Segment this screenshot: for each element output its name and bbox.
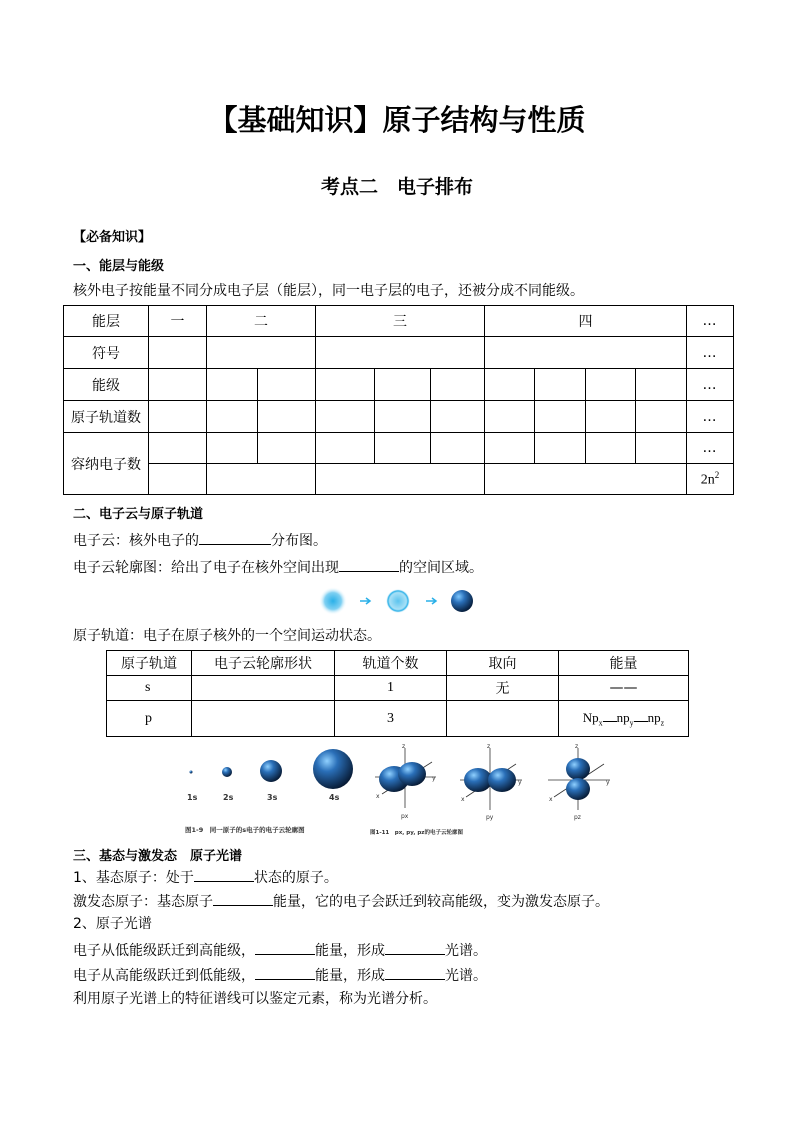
s-orientation: 无 xyxy=(447,676,559,701)
energy-level-table xyxy=(63,305,734,495)
label-1s: 1s xyxy=(187,793,198,802)
section-1-intro: 核外电子按能量不同分成电子层（能层），同一电子层的电子，还被分成不同能级。 xyxy=(73,283,584,299)
axis-x: x xyxy=(461,796,465,803)
row-label-symbol: 符号 xyxy=(64,337,149,369)
text-part: 能量，形成 xyxy=(315,943,385,959)
text-part: 1、基态原子：处于 xyxy=(73,870,194,886)
label-4s: 4s xyxy=(329,793,340,802)
contour-line xyxy=(73,557,483,577)
axis-x: x xyxy=(376,793,380,800)
formula-2n2 xyxy=(687,464,734,495)
row-label-capacity: 容纳电子数 xyxy=(64,433,149,495)
ellipsis-cell: … xyxy=(687,433,734,464)
blank-cell xyxy=(431,433,485,464)
row-label-orbitals: 原子轨道数 xyxy=(64,401,149,433)
spectrum-heading: 2、原子光谱 xyxy=(73,916,152,932)
ellipsis-cell: … xyxy=(687,401,734,433)
blank-cell xyxy=(316,401,375,433)
blank-cell xyxy=(207,464,316,495)
sphere-3s xyxy=(260,760,282,782)
answer-blank[interactable] xyxy=(603,711,617,722)
text-part: 状态的原子。 xyxy=(253,870,338,886)
s-count: 1 xyxy=(335,676,447,701)
answer-blank[interactable] xyxy=(199,530,271,545)
answer-blank[interactable] xyxy=(255,940,315,955)
contour-sphere xyxy=(451,590,473,612)
blank-cell xyxy=(431,369,485,401)
ellipsis-cell: … xyxy=(687,306,734,337)
section-1-heading: 一、能层与能级 xyxy=(73,259,165,274)
axis-y: y xyxy=(606,779,610,786)
blank-cell xyxy=(149,464,207,495)
text-part: 光谱。 xyxy=(445,968,487,984)
orbital-table xyxy=(106,650,689,737)
electron-cloud-line xyxy=(73,530,327,550)
caption-s-orbitals: 图1-9 同一原子的s电子的电子云轮廓图 xyxy=(185,826,305,834)
blank-cell xyxy=(207,401,258,433)
answer-blank[interactable] xyxy=(255,965,315,980)
answer-blank[interactable] xyxy=(385,940,445,955)
orbital-shapes-figure xyxy=(170,742,625,842)
blank-cell xyxy=(207,369,258,401)
blank-cell xyxy=(149,337,207,369)
blank-cell xyxy=(375,433,431,464)
blank-cell xyxy=(207,337,316,369)
header-orientation: 取向 xyxy=(447,651,559,676)
s-orbital-name: s xyxy=(107,676,192,701)
cloud-to-contour-figure xyxy=(318,586,478,616)
p-count: 3 xyxy=(335,701,447,737)
blank-cell xyxy=(375,401,431,433)
np-text: Np xyxy=(582,709,599,725)
axis-z: z xyxy=(487,743,491,750)
blank-cell xyxy=(431,401,485,433)
blank-cell xyxy=(485,401,535,433)
blank-cell xyxy=(485,337,687,369)
shell-1: 一 xyxy=(149,306,207,337)
section-3-heading: 三、基态与激发态 原子光谱 xyxy=(73,849,243,864)
blank-cell xyxy=(586,369,636,401)
page-subtitle: 考点二 电子排布 xyxy=(320,176,473,198)
blank-cell xyxy=(535,369,586,401)
np-text: np xyxy=(616,709,630,725)
blank-cell xyxy=(485,369,535,401)
blank-cell xyxy=(636,401,687,433)
blank-cell xyxy=(636,433,687,464)
header-energy: 能量 xyxy=(559,651,689,676)
electron-cloud-dots xyxy=(319,587,347,615)
blank-cell xyxy=(316,464,485,495)
axis-y: y xyxy=(432,775,436,782)
py-lobe-left xyxy=(464,768,492,792)
pz-lobe-bottom xyxy=(566,778,590,800)
blank-cell xyxy=(316,433,375,464)
emission-line xyxy=(73,965,487,985)
blank-cell xyxy=(586,433,636,464)
section-required-label: 【必备知识】 xyxy=(73,230,152,245)
blank-cell xyxy=(149,433,207,464)
blank-cell xyxy=(535,433,586,464)
header-orbital: 原子轨道 xyxy=(107,651,192,676)
axis-x: x xyxy=(549,796,553,803)
p-orientation-blank xyxy=(447,701,559,737)
text-part: 能量，它的电子会跃迁到较高能级，变为激发态原子。 xyxy=(273,894,609,910)
section-2-heading: 二、电子云与原子轨道 xyxy=(73,507,204,522)
blank-cell xyxy=(485,433,535,464)
p-orbital-name: p xyxy=(107,701,192,737)
blank-cell xyxy=(149,369,207,401)
blank-cell xyxy=(586,401,636,433)
text-part: 电子从高能级跃迁到低能级， xyxy=(73,968,255,984)
sphere-4s xyxy=(313,749,353,789)
py-lobe-right xyxy=(488,768,516,792)
s-energy: —— xyxy=(559,676,689,701)
row-label-shell: 能层 xyxy=(64,306,149,337)
page-title: 【基础知识】原子结构与性质 xyxy=(208,103,586,137)
label-pz: pz xyxy=(574,814,581,821)
blank-cell xyxy=(636,369,687,401)
label-3s: 3s xyxy=(267,793,278,802)
axis-z: z xyxy=(402,743,406,750)
label-py: py xyxy=(486,814,494,821)
blank-cell xyxy=(535,401,586,433)
shell-4: 四 xyxy=(485,306,687,337)
blank-cell xyxy=(375,369,431,401)
shell-3: 三 xyxy=(316,306,485,337)
blank-cell xyxy=(316,369,375,401)
shell-2: 二 xyxy=(207,306,316,337)
text-part: 电子从低能级跃迁到高能级， xyxy=(73,943,255,959)
blank-cell xyxy=(258,369,316,401)
electron-cloud-contour xyxy=(386,589,410,613)
answer-blank[interactable] xyxy=(339,557,399,572)
sub-z: z xyxy=(660,718,665,728)
answer-blank[interactable] xyxy=(213,891,273,906)
text-part: 分布图。 xyxy=(271,533,327,549)
answer-blank[interactable] xyxy=(385,965,445,980)
blank-cell xyxy=(207,433,258,464)
answer-blank[interactable] xyxy=(634,711,648,722)
np-text: np xyxy=(647,709,661,725)
ellipsis-cell: … xyxy=(687,337,734,369)
blank-cell xyxy=(258,433,316,464)
header-count: 轨道个数 xyxy=(335,651,447,676)
text-part: 的空间区域。 xyxy=(399,560,483,576)
formula-exp: 2 xyxy=(714,469,720,480)
axis-y: y xyxy=(518,779,522,786)
sub-y: y xyxy=(629,718,634,728)
orbital-definition: 原子轨道：电子在原子核外的一个空间运动状态。 xyxy=(73,628,381,644)
label-px: px xyxy=(401,813,409,820)
arrow-right-icon xyxy=(360,598,370,604)
row-label-sublevel: 能级 xyxy=(64,369,149,401)
caption-p-orbitals: 图1-11 px, py, pz的电子云轮廓图 xyxy=(370,830,463,836)
blank-cell xyxy=(316,337,485,369)
absorption-line xyxy=(73,940,487,960)
label-2s: 2s xyxy=(223,793,234,802)
spectral-analysis-line: 利用原子光谱上的特征谱线可以鉴定元素，称为光谱分析。 xyxy=(73,991,437,1007)
sub-x: x xyxy=(598,718,603,728)
blank-cell xyxy=(485,464,687,495)
text-part: 光谱。 xyxy=(445,943,487,959)
arrow-right-icon xyxy=(426,598,436,604)
blank-cell xyxy=(258,401,316,433)
text-part: 激发态原子：基态原子 xyxy=(73,894,213,910)
ground-state-line xyxy=(73,867,338,887)
axis-z: z xyxy=(575,743,579,750)
s-shape-blank xyxy=(192,676,335,701)
excited-state-line xyxy=(73,891,609,911)
formula-base: 2n xyxy=(700,472,715,488)
px-lobe-right xyxy=(398,762,426,786)
p-shape-blank xyxy=(192,701,335,737)
text-part: 电子云：核外电子的 xyxy=(73,533,199,549)
sphere-2s xyxy=(222,767,232,777)
answer-blank[interactable] xyxy=(194,867,254,882)
p-energy xyxy=(559,701,689,737)
text-part: 能量，形成 xyxy=(315,968,385,984)
ellipsis-cell: … xyxy=(687,369,734,401)
pz-lobe-top xyxy=(566,758,590,780)
header-shape: 电子云轮廓形状 xyxy=(192,651,335,676)
text-part: 电子云轮廓图：给出了电子在核外空间出现 xyxy=(73,560,339,576)
sphere-1s xyxy=(190,771,193,774)
blank-cell xyxy=(149,401,207,433)
